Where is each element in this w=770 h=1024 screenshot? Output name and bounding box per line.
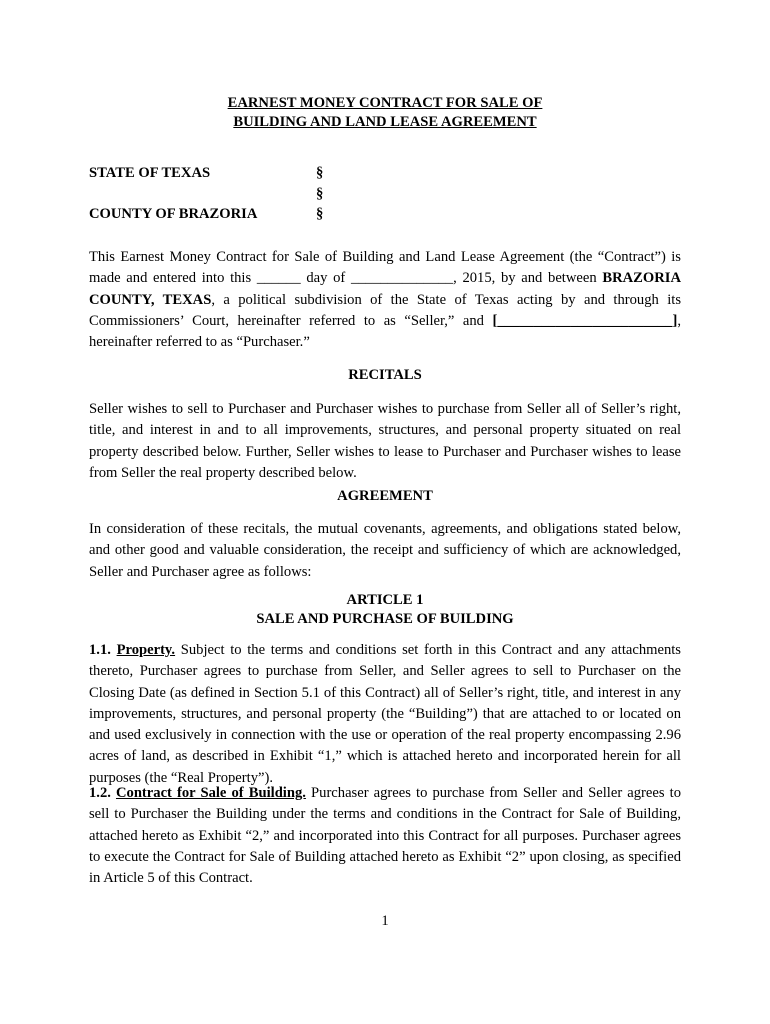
venue-county: COUNTY OF BRAZORIA (89, 206, 258, 222)
article-1-heading: ARTICLE 1 SALE AND PURCHASE OF BUILDING (256, 592, 514, 627)
section-number: 1.1. (89, 642, 111, 658)
title-line-1: EARNEST MONEY CONTRACT FOR SALE OF (227, 95, 543, 111)
seller-name: BRAZORIA COUNTY, TEXAS (89, 270, 681, 308)
recitals-paragraph: Seller wishes to sell to Purchaser and Purchaser wishes to purchase from Seller all of Seller’s right, title, and interest in and to all improvements, structures, and personal property situated on real property described below. Further, Seller wishes to lease to Purchaser and Purchaser wishes to lease from Seller the real property described below. (89, 401, 681, 481)
section-symbol: § (316, 165, 324, 181)
agreement-heading: AGREEMENT (337, 488, 433, 504)
title-line-2: BUILDING AND LAND LEASE AGREEMENT (233, 114, 537, 130)
section-title: Contract for Sale of Building. (115, 785, 306, 801)
venue-state: STATE OF TEXAS (89, 165, 211, 181)
intro-paragraph: This Earnest Money Contract for Sale of Building and Land Lease Agreement (the “Contract”) is made and entered into this ______ day of ______________, 2015, by and between BRAZORIA COUNTY, TEXAS, a political subdivision of the State of Texas acting by and through its Commissioners’ Court, hereinafter referred to as “Seller,” and [________________________], hereinafter referred to as “Purchaser.” (89, 249, 681, 351)
recitals-heading: RECITALS (348, 367, 422, 383)
document-title (0, 94, 770, 132)
purchaser-blank: [________________________] (492, 312, 678, 329)
section-1-2: 1.2. Contract for Sale of Building. Purchaser agrees to purchase from Seller and Seller agrees to sell to Purchaser the Building under the terms and conditions in the Contract for Sale of Building, attached hereto as Exhibit “2,” and incorporated into this Contract for all purposes. Purchaser agrees to execute the Contract for Sale of Building attached hereto as Exhibit “2” upon closing, as specified in Article 5 of this Contract. (89, 785, 681, 887)
section-symbol: § (316, 206, 324, 222)
page-number: 1 (381, 913, 389, 929)
section-number: 1.2. (89, 785, 111, 801)
section-1-1: 1.1. Property. Subject to the terms and conditions set forth in this Contract and any attachments thereto, Purchaser agrees to purchase from Seller, and Seller agrees to sell to Purchaser on the Closing Date (as defined in Section 5.1 of this Contract) all of Seller’s right, title, and interest in any improvements, structures, and personal property (the “Building”) that are attached to or located on and used exclusively in connection with the use or operation of the real property encompassing 2.96 acres of land, as described in Exhibit “1,” which is attached hereto and incorporated herein for all purposes (the “Real Property”). (89, 642, 681, 786)
agreement-paragraph: In consideration of these recitals, the mutual covenants, agreements, and obligations stated below, and other good and valuable consideration, the receipt and sufficiency of which are acknowledged, Seller and Purchaser agree as follows: (89, 521, 681, 580)
section-symbol: § (316, 185, 324, 202)
venue-block (89, 163, 389, 225)
section-title: Property. (116, 642, 176, 658)
